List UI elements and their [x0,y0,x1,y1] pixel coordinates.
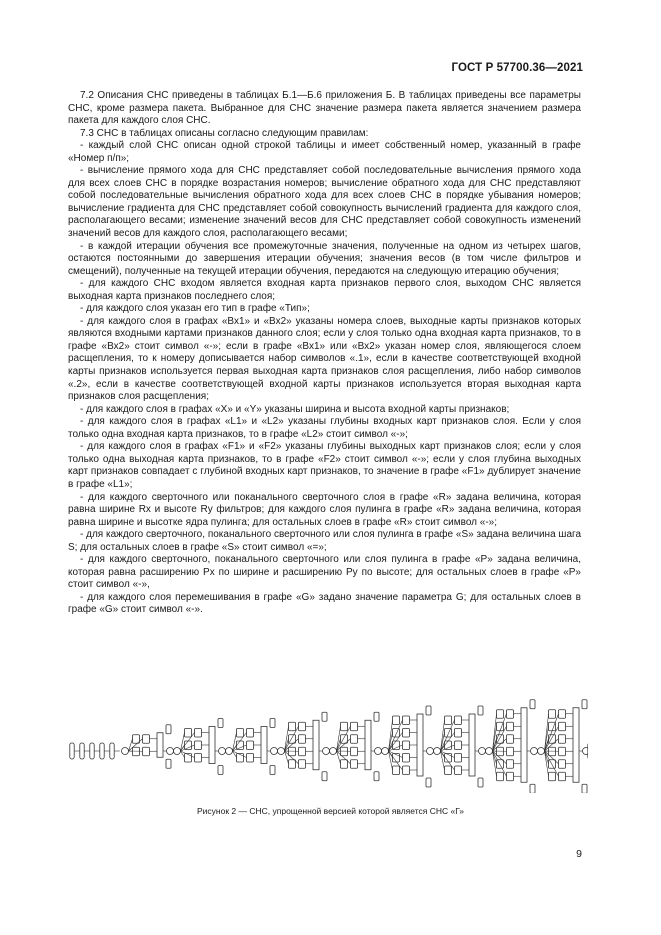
feature-block [299,722,306,731]
rule-item: - для каждого сверточного, поканального сверточного или слоя пулинга в графе «S» задана величина шага S; для остальных слоев в графе «S» стоит символ «=»; [68,529,581,553]
rule-item: - для каждого слоя в графах «X» и «Y» указаны ширина и высота входной карты признаков; [80,403,510,415]
rule-item: - для каждого слоя в графах «F1» и «F2» указаны глубины выходных карт признаков слоя; если у слоя только одна выходная карта признаков, то в графе «F2» стоит символ «-»; если у слоя глубина выходных карт признаков совпадает с глубиной входных карт признаков, то значение в графе «F1» дублирует значение в графе «L1»; [68,441,581,490]
feature-block [374,772,379,781]
paragraph-7-3: 7.3 СНС в таблицах описаны согласно следующим правилам: [80,127,369,139]
rule-item: - для каждого слоя перемешивания в графе «G» задано значение параметра G; для остальных слоев в графе «G» стоит символ «-». [68,591,581,616]
split-node [434,748,441,755]
paragraph-7-2: 7.2 Описания СНС приведены в таблицах Б.1—Б.6 приложения Б. В таблицах приведены все параметры СНС, кроме размера пакета. Выбранное для СНС значение размера пакета является значением размера пакета для каждого слоя СНС. [68,90,581,127]
feature-block [393,766,400,775]
split-node [382,748,389,755]
split-node [538,748,545,755]
feature-block [455,741,462,750]
feature-block [143,747,150,756]
feature-block [403,716,410,725]
feature-block [299,747,306,756]
split-node [278,748,285,755]
feature-block [185,729,192,738]
feature-block [299,760,306,769]
feature-block [247,754,254,763]
feature-block [270,719,275,728]
feature-block [549,747,556,756]
feature-block [497,710,504,719]
feature-block [341,747,348,756]
concat-block [417,714,423,776]
feature-block [478,778,483,787]
figure-caption: Рисунок 2 — СНС, упрощенной версией которой является СНС «Г» [196,806,465,816]
layer-node [70,743,74,759]
feature-block [530,700,535,709]
feature-block [426,706,431,715]
feature-block [289,722,296,731]
feature-block [341,722,348,731]
feature-block [403,741,410,750]
feature-block [133,747,140,756]
feature-block [549,722,556,731]
feature-block [351,747,358,756]
feature-block [322,772,327,781]
feature-block [351,722,358,731]
feature-block [393,729,400,738]
feature-block [299,735,306,744]
feature-block [166,725,171,734]
feature-block [403,766,410,775]
merge-node [479,748,486,755]
feature-block [507,710,514,719]
feature-block [497,772,504,781]
layer-node [110,743,114,759]
split-node [174,748,181,755]
concat-block [521,708,527,783]
feature-block [549,772,556,781]
rule-item: - для каждого сверточного, поканального сверточного или слоя пулинга в графе «P» задана величина, которая равна расширению Px по ширине и расширению Py по высоте; для остальных слоев в графе «P» стоит символ «-», [68,554,581,591]
feature-block [403,754,410,763]
feature-block [289,747,296,756]
rule-item: - для каждого СНС входом является входная карта признаков первого слоя, выходом СНС является выходная карта признаков последнего слоя; [68,278,581,302]
feature-block [478,706,483,715]
document-header: ГОСТ Р 57700.36—2021 [451,62,583,74]
split-node [486,748,493,755]
feature-block [195,729,202,738]
feature-block [455,729,462,738]
concat-block [209,727,215,764]
concat-block [469,714,475,776]
feature-block [549,710,556,719]
feature-block [289,760,296,769]
cnn-diagram [68,663,588,793]
feature-block [559,772,566,781]
merge-node [167,748,174,755]
concat-block [261,727,267,764]
body-text [68,90,581,617]
feature-block [559,760,566,769]
feature-block [582,784,587,793]
rule-item: - каждый слой СНС описан одной строкой таблицы и имеет собственный номер, указанный в графе «Номер п/п»; [68,140,581,164]
feature-block [218,766,223,775]
feature-block [455,766,462,775]
rule-item: - в каждой итерации обучения все промежуточные значения, полученные на одном из четырех шагов, остаются постоянными до завершения итерации обучения; значения весов (в том числе фильтров и смещений), полученные на текущей итерации обучения, передаются на следующую итерацию обучения; [68,240,581,277]
merge-node [375,748,382,755]
feature-block [166,759,171,768]
merge-node [427,748,434,755]
feature-block [507,760,514,769]
feature-block [507,722,514,731]
split-node [122,748,129,755]
merge-node [583,748,589,755]
rule-item: - для каждого сверточного или поканального сверточного слоя в графе «R» задана величина, которая равна ширине Rx и высоте Ry фильтров; для каждого слоя пулинга в графе «R» задана величина, которая равна ширине и высотке ядра пулинга; для остальных слоев в графе «R» стоит символ «-»; [68,491,581,528]
rule-item: - вычисление прямого хода для СНС представляет собой последовательные вычисления прямого хода для всех слоев СНС в порядке возрастания номеров; вычисление обратного хода для СНС представляют собой последовательные вычисления обратного хода для всех слоев СНС в порядке убывания номеров; вычисление градиента для СНС представляет собой совокупность вычислений градиента для каждого слоя, располагающего весами; изменение значений весов для СНС представляет собой совокупность изменений значений весов для каждого слоя, располагающего весами; [68,165,581,240]
feature-block [455,716,462,725]
feature-block [351,760,358,769]
feature-block [445,766,452,775]
rule-item: - для каждого слоя указан его тип в графе «Тип»; [80,303,310,315]
split-node [226,748,233,755]
feature-block [195,754,202,763]
rule-item: - для каждого слоя в графах «L1» и «L2» указаны глубины входных карт признаков слоя. Если у слоя только одна входная карта признаков, то в графе «L2» стоит символ «-»; [68,416,581,440]
feature-block [559,722,566,731]
feature-block [507,747,514,756]
feature-block [559,710,566,719]
feature-block [497,747,504,756]
layer-node [80,743,84,759]
feature-block [185,741,192,750]
feature-block [393,741,400,750]
feature-block [393,716,400,725]
feature-block [559,747,566,756]
layer-node [90,743,94,759]
concat-block [313,720,319,770]
feature-block [195,741,202,750]
split-node [330,748,337,755]
feature-block [559,735,566,744]
feature-block [530,784,535,793]
feature-block [445,716,452,725]
feature-block [237,741,244,750]
concat-block [573,708,579,783]
feature-block [237,729,244,738]
page-number: 9 [576,848,582,860]
feature-block [507,735,514,744]
feature-block [497,722,504,731]
feature-block [351,735,358,744]
cnn-figure [68,663,588,793]
feature-block [143,735,150,744]
feature-block [322,712,327,721]
feature-block [445,741,452,750]
feature-block [426,778,431,787]
concat-block [365,720,371,770]
concat-block [157,733,163,758]
feature-block [247,741,254,750]
feature-block [445,729,452,738]
merge-node [531,748,538,755]
feature-block [218,719,223,728]
layer-node [100,743,104,759]
merge-node [271,748,278,755]
feature-block [582,700,587,709]
rule-item: - для каждого слоя в графах «Вх1» и «Вх2» указаны номера слоев, выходные карты признаков которых являются входными картами признаков данного слоя; если у слоя только одна входная карта признаков, то в графе «Вх2» стоит символ «-»; если в графе «Вх1» или «Вх2» указан номер слоя, являющегося слоем расщепления, то к номеру дописывается набор символов «.1», если в качестве соответствующей входной карты признаков используется первая выходная карта признаков слоя расщепления, либо набор символов «.2», если в качестве соответствующей входной карты признаков используется вторая выходная карта признаков слоя расщепления; [68,315,581,403]
merge-node [219,748,226,755]
feature-block [247,729,254,738]
feature-block [507,772,514,781]
feature-block [455,754,462,763]
feature-block [270,766,275,775]
feature-block [374,712,379,721]
feature-block [341,760,348,769]
merge-node [323,748,330,755]
feature-block [403,729,410,738]
